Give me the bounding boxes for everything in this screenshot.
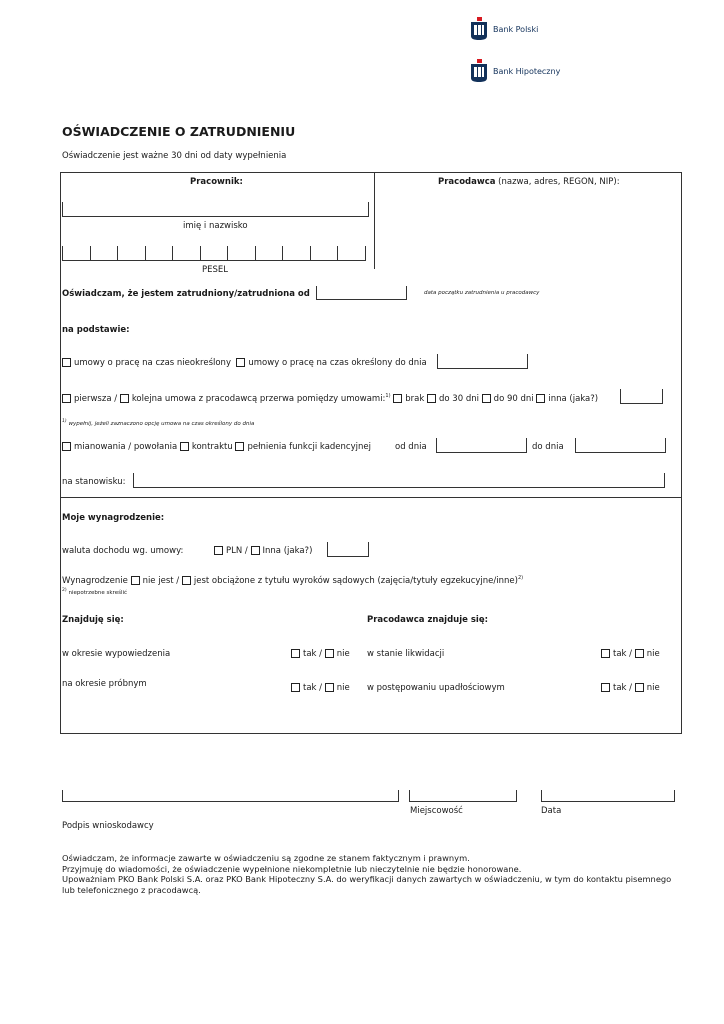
position-label: na stanowisku: bbox=[62, 477, 126, 487]
currency-label: waluta dochodu wg. umowy: bbox=[62, 546, 184, 556]
probation-yes-checkbox[interactable] bbox=[291, 683, 300, 692]
start-date-field[interactable] bbox=[316, 286, 407, 300]
pesel-cell-divider bbox=[200, 246, 201, 261]
statement-line: Oświadczam, że informacje zawarte w oświadczeniu są zgodne ze stanem faktycznym i prawnym. bbox=[62, 853, 470, 863]
position-field[interactable] bbox=[133, 473, 665, 488]
bankruptcy-yes-label: tak / bbox=[613, 683, 633, 693]
footnote1-text: wypełnij, jeżeli zaznaczono opcję umowa na czas określony do dnia bbox=[68, 420, 255, 427]
contract-definite-label: umowy o pracę na czas określony do dnia bbox=[248, 358, 427, 368]
next-contract-checkbox[interactable] bbox=[120, 394, 129, 403]
bank-hipoteczny-label: Bank Hipoteczny bbox=[493, 66, 561, 76]
pko-logo-icon bbox=[469, 59, 489, 83]
employer-header-rest: (nazwa, adres, REGON, NIP): bbox=[495, 177, 620, 187]
status-me-header: Znajduję się: bbox=[62, 615, 124, 625]
notice-no-label: nie bbox=[336, 649, 350, 659]
currency-row bbox=[214, 546, 312, 556]
salary-header: Moje wynagrodzenie: bbox=[62, 513, 165, 523]
frame-divider bbox=[60, 497, 682, 498]
signature-field[interactable] bbox=[62, 790, 399, 802]
footnote2-text: niepotrzebne skreślić bbox=[68, 589, 128, 596]
status-employer-header: Pracodawca znajduje się: bbox=[367, 615, 489, 625]
footnote1 bbox=[62, 419, 254, 427]
pko-bank-hipoteczny-logo bbox=[469, 59, 560, 83]
liquidation-label: w stanie likwidacji bbox=[367, 649, 445, 659]
break-other-field[interactable] bbox=[620, 389, 663, 404]
bankruptcy-no-label: nie bbox=[646, 683, 660, 693]
bankruptcy-no-checkbox[interactable] bbox=[635, 683, 644, 692]
pko-bank-polski-logo bbox=[469, 17, 538, 41]
bankruptcy-yes-checkbox[interactable] bbox=[601, 683, 610, 692]
notice-yes-checkbox[interactable] bbox=[291, 649, 300, 658]
currency-other-checkbox[interactable] bbox=[251, 546, 260, 555]
liquidation-no-label: nie bbox=[646, 649, 660, 659]
pko-logo-icon bbox=[469, 17, 489, 41]
frame-top bbox=[60, 172, 682, 173]
statement-line: lub telefonicznego z pracodawcą. bbox=[62, 884, 201, 895]
liquidation-choice bbox=[601, 649, 660, 659]
employer-header bbox=[438, 177, 620, 187]
footnote2 bbox=[62, 588, 127, 596]
notice-yes-label: tak / bbox=[303, 649, 323, 659]
footnote2-mark: 2) bbox=[517, 575, 524, 581]
frame-bottom bbox=[60, 733, 682, 734]
pesel-cell-divider bbox=[62, 246, 63, 261]
salary-is-checkbox[interactable] bbox=[182, 576, 191, 585]
notice-period-label: w okresie wypowiedzenia bbox=[62, 649, 171, 659]
probation-no-label: nie bbox=[336, 683, 350, 693]
pesel-cell-divider bbox=[255, 246, 256, 261]
pesel-cell-divider bbox=[310, 246, 311, 261]
salary-not-label: nie jest / bbox=[142, 575, 180, 586]
first-contract-label: pierwsza / bbox=[74, 393, 118, 404]
notice-no-checkbox[interactable] bbox=[325, 649, 334, 658]
employee-header: Pracownik: bbox=[190, 177, 243, 187]
liquidation-no-checkbox[interactable] bbox=[635, 649, 644, 658]
managerial-label: pełnienia funkcji kadencyjnej bbox=[247, 442, 371, 452]
footnote1-mark: 1) bbox=[385, 393, 391, 399]
appointment-row bbox=[62, 442, 371, 452]
salary-not-checkbox[interactable] bbox=[131, 576, 140, 585]
frame-left bbox=[60, 172, 61, 733]
appointment-checkbox[interactable] bbox=[62, 442, 71, 451]
salary-prefix: Wynagrodzenie bbox=[62, 575, 128, 586]
contract-type-row bbox=[62, 358, 427, 368]
first-contract-checkbox[interactable] bbox=[62, 394, 71, 403]
contract-definite-checkbox[interactable] bbox=[236, 358, 245, 367]
place-field[interactable] bbox=[409, 790, 517, 802]
break-other-label: inna (jaka?) bbox=[548, 393, 599, 404]
bankruptcy-label: w postępowaniu upadłościowym bbox=[367, 683, 505, 693]
contract-indefinite-label: umowy o pracę na czas nieokreślony bbox=[74, 358, 231, 368]
break-90-label: do 90 dni bbox=[493, 393, 534, 404]
probation-label: na okresie próbnym bbox=[62, 679, 147, 689]
salary-row bbox=[62, 575, 523, 586]
probation-choice bbox=[291, 683, 350, 693]
break-30-checkbox[interactable] bbox=[427, 394, 436, 403]
break-90-checkbox[interactable] bbox=[482, 394, 491, 403]
frame-right bbox=[681, 172, 682, 733]
pesel-cell-divider bbox=[90, 246, 91, 261]
pesel-cell-divider bbox=[365, 246, 366, 261]
probation-no-checkbox[interactable] bbox=[325, 683, 334, 692]
break-none-checkbox[interactable] bbox=[393, 394, 402, 403]
next-contract-label: kolejna umowa z pracodawcą przerwa pomiędzy umowami: bbox=[131, 393, 386, 404]
declare-employed: Oświadczam, że jestem zatrudniony/zatrudniona od bbox=[62, 289, 310, 299]
statement-block bbox=[62, 853, 671, 895]
pesel-cell-divider bbox=[145, 246, 146, 261]
pesel-cell-divider bbox=[227, 246, 228, 261]
footnote2-ref: 2) bbox=[62, 588, 67, 593]
currency-other-label: Inna (jaka?) bbox=[262, 546, 313, 556]
definite-end-date-field[interactable] bbox=[437, 354, 528, 369]
currency-pln-checkbox[interactable] bbox=[214, 546, 223, 555]
pesel-cell-divider bbox=[172, 246, 173, 261]
currency-other-field[interactable] bbox=[327, 542, 369, 557]
pesel-cell-divider bbox=[117, 246, 118, 261]
pesel-cell-divider bbox=[337, 246, 338, 261]
probation-yes-label: tak / bbox=[303, 683, 323, 693]
from-date-field[interactable] bbox=[436, 438, 527, 453]
statement-line: Przyjmuję do wiadomości, że oświadczenie wypełnione niekompletnie lub nieczytelnie nie będzie honorowane. bbox=[62, 863, 522, 874]
from-date-label: od dnia bbox=[395, 442, 427, 452]
name-field[interactable] bbox=[62, 202, 369, 217]
break-none-label: brak bbox=[405, 393, 425, 404]
break-30-label: do 30 dni bbox=[439, 393, 479, 404]
pesel-label: PESEL bbox=[202, 265, 228, 275]
contract-indefinite-checkbox[interactable] bbox=[62, 358, 71, 367]
employer-header-bold: Pracodawca bbox=[438, 177, 496, 187]
to-date-label: do dnia bbox=[532, 442, 564, 452]
statement-line: Upoważniam PKO Bank Polski S.A. oraz PKO Bank Hipoteczny S.A. do weryfikacji danych zawartych w oświadczeniu, w tym do kontaktu pisemnego bbox=[62, 874, 672, 884]
currency-pln-label: PLN / bbox=[226, 546, 248, 556]
date-field[interactable] bbox=[541, 790, 675, 802]
break-other-checkbox[interactable] bbox=[536, 394, 545, 403]
bank-polski-label: Bank Polski bbox=[493, 24, 539, 34]
liquidation-yes-label: tak / bbox=[613, 649, 633, 659]
footnote1-ref: 1) bbox=[62, 419, 67, 424]
page-title: OŚWIADCZENIE O ZATRUDNIENIU bbox=[62, 124, 296, 139]
start-date-hint: data początku zatrudnienia u pracodawcy bbox=[424, 290, 540, 296]
liquidation-yes-checkbox[interactable] bbox=[601, 649, 610, 658]
contract-sequence-row bbox=[62, 393, 598, 404]
civil-contract-checkbox[interactable] bbox=[180, 442, 189, 451]
basis-label: na podstawie: bbox=[62, 325, 130, 335]
managerial-checkbox[interactable] bbox=[235, 442, 244, 451]
signature-label: Podpis wnioskodawcy bbox=[62, 821, 154, 831]
column-divider bbox=[374, 172, 375, 269]
date-label: Data bbox=[541, 806, 562, 816]
bankruptcy-choice bbox=[601, 683, 660, 693]
civil-contract-label: kontraktu bbox=[191, 442, 233, 452]
pesel-cell-divider bbox=[282, 246, 283, 261]
validity-note: Oświadczenie jest ważne 30 dni od daty wypełnienia bbox=[62, 151, 287, 161]
salary-is-label: jest obciążone z tytułu wyroków sądowych (zajęcia/tytuły egzekucyjne/inne) bbox=[193, 575, 518, 586]
appointment-label: mianowania / powołania bbox=[74, 442, 178, 452]
place-label: Miejscowość bbox=[410, 806, 463, 816]
pesel-field[interactable] bbox=[62, 260, 365, 261]
notice-period-choice bbox=[291, 649, 350, 659]
to-date-field[interactable] bbox=[575, 438, 666, 453]
name-label: imię i nazwisko bbox=[183, 221, 248, 231]
